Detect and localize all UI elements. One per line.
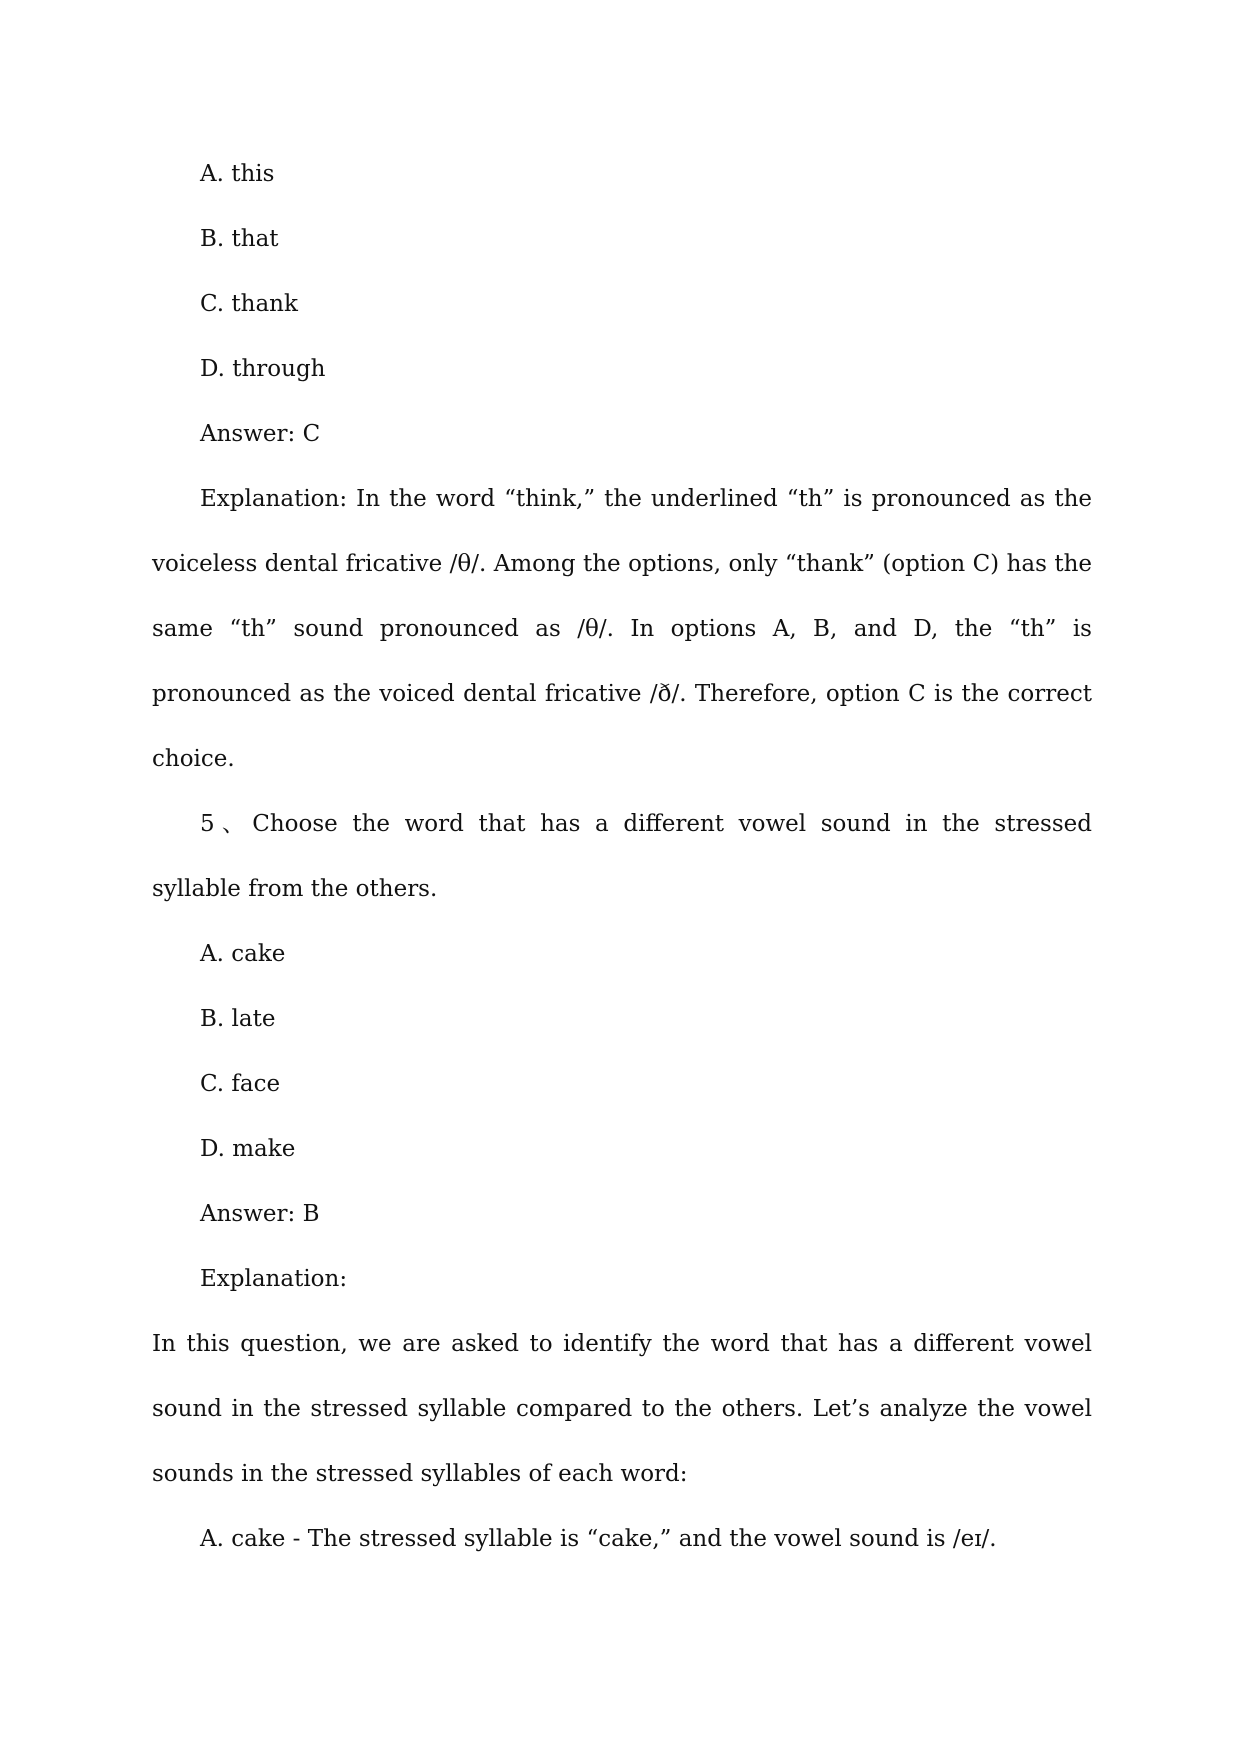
q4-option-d: D. through [200, 356, 326, 382]
q5-explanation-label: Explanation: [200, 1266, 348, 1292]
q4-explanation: Explanation: In the word “think,” the underlined “th” is pronounced as the voiceless dental fricative /θ/. Among the options, only “thank” (option C) has the same “th” sound pronounced as /θ/. In options A, B, and D, the “th” is pronounced as the voiced dental fricative /ð/. Therefore, option C is the correct choice. [152, 486, 1092, 772]
q5-answer: Answer: B [200, 1201, 320, 1227]
document-page [152, 142, 1092, 1572]
q4-answer: Answer: C [200, 421, 321, 447]
q5-option-d: D. make [200, 1136, 296, 1162]
q4-option-a: A. this [200, 161, 275, 187]
q5-explanation-body: In this question, we are asked to identify the word that has a different vowel sound in the stressed syllable compared to the others. Let’s analyze the vowel sounds in the stressed syllables of each word: [152, 1331, 1092, 1487]
q4-option-c: C. thank [200, 291, 298, 317]
q5-question: 5、Choose the word that has a different vowel sound in the stressed syllable from the others. [152, 811, 1092, 902]
q5-analysis-a: A. cake - The stressed syllable is “cake,” and the vowel sound is /eɪ/. [200, 1526, 997, 1552]
q5-option-c: C. face [200, 1071, 281, 1097]
q5-option-a: A. cake [200, 941, 286, 967]
q4-option-b: B. that [200, 226, 279, 252]
q5-option-b: B. late [200, 1006, 276, 1032]
